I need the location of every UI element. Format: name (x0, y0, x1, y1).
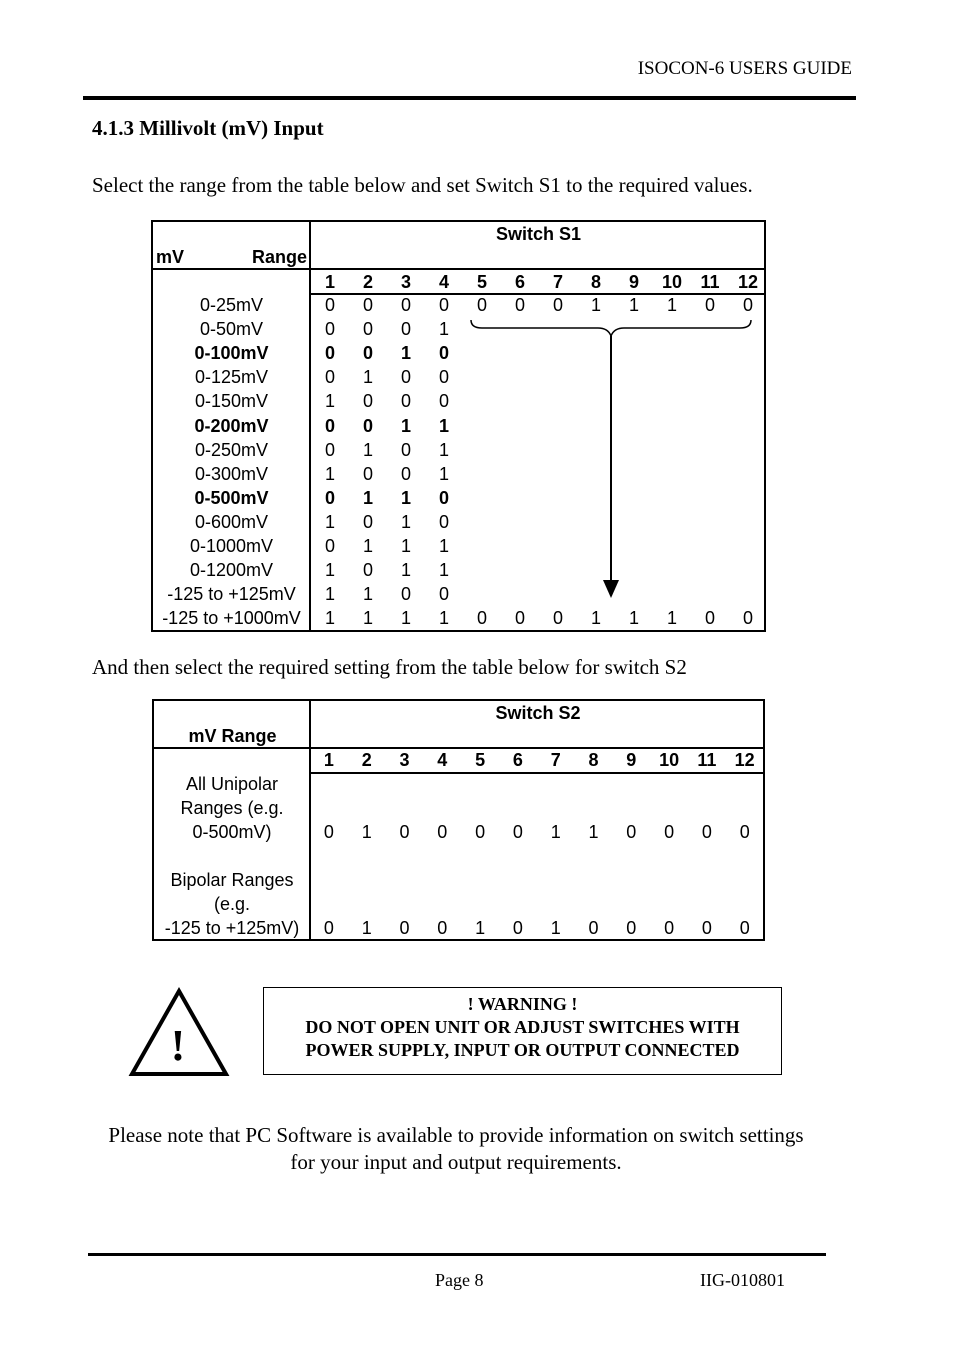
switch-value: 0 (399, 822, 410, 842)
switch-value: 1 (362, 487, 373, 508)
warning-title: ! WARNING ! (467, 994, 578, 1014)
switch-number: 9 (626, 750, 637, 770)
range-label: Ranges (e.g. (180, 798, 284, 818)
switch-value: 1 (400, 511, 411, 532)
warning-box (263, 987, 782, 1075)
intro-paragraph: Select the range from the table below and set Switch S1 to the required values. (92, 173, 753, 197)
switch-value: 0 (362, 415, 373, 436)
range-label: 0-50mV (199, 319, 264, 340)
switch-number: 4 (438, 272, 449, 292)
switch-value: 1 (438, 439, 449, 460)
switch-value: 1 (362, 584, 373, 605)
switch-value: 0 (664, 822, 675, 842)
switch-value: 1 (438, 608, 449, 629)
switch-value: 1 (438, 463, 449, 484)
switch-value: 0 (438, 487, 449, 508)
range-label: 0-200mV (194, 415, 269, 436)
document-id: IIG-010801 (700, 1270, 785, 1290)
switch-number: 10 (659, 750, 680, 770)
switch-value: 1 (324, 608, 335, 629)
range-label: 0-100mV (194, 343, 269, 364)
range-label: 0-25mV (199, 295, 264, 315)
switch-value: 1 (324, 511, 335, 532)
switch-number: 9 (628, 272, 639, 292)
range-label: 0-500mV) (192, 822, 272, 842)
switch-value: 0 (362, 560, 373, 581)
switch-value: 1 (324, 560, 335, 581)
switch-value: 1 (361, 822, 372, 842)
warning-triangle-icon (128, 986, 230, 1078)
switch-value: 0 (475, 822, 486, 842)
switch-value: 0 (552, 295, 563, 315)
switch-value: 0 (437, 918, 448, 938)
header-rule (310, 772, 763, 774)
range-label: 0-1000mV (189, 536, 274, 556)
page-number: Page 8 (435, 1270, 484, 1290)
switch-value: 0 (626, 918, 637, 938)
switch-number: 8 (588, 750, 599, 770)
switch-number: 4 (437, 750, 448, 770)
switch-value: 0 (704, 295, 715, 315)
switch-value: 0 (512, 822, 523, 842)
switch-number: 1 (324, 272, 335, 292)
switch-value: 1 (438, 415, 449, 436)
switch-value: 1 (400, 487, 411, 508)
switch-s2-table (152, 699, 765, 941)
switch-value: 0 (400, 295, 411, 315)
switch-value: 1 (324, 584, 335, 605)
range-label: 0-125mV (194, 367, 269, 388)
switch-value: 1 (400, 343, 411, 364)
switch-value: 0 (739, 918, 750, 938)
switch-value: 1 (362, 536, 373, 556)
switch-value: 0 (399, 918, 410, 938)
switch-value: 1 (438, 536, 449, 556)
switch-value: 0 (438, 584, 449, 605)
range-label: -125 to +125mV) (164, 918, 300, 938)
corner-mv-label: mV (156, 247, 185, 267)
switch-value: 1 (590, 608, 601, 629)
range-label: 0-500mV (194, 487, 269, 508)
switch-number: 1 (323, 750, 334, 770)
switch-value: 0 (437, 822, 448, 842)
range-label: 0-250mV (194, 439, 269, 460)
warning-line: DO NOT OPEN UNIT OR ADJUST SWITCHES WITH (305, 1017, 740, 1037)
switch-value: 0 (512, 918, 523, 938)
switch-value: 0 (742, 608, 753, 629)
switch-value: 0 (438, 343, 449, 364)
switch-value: 0 (438, 295, 449, 315)
switch-number: 3 (399, 750, 410, 770)
switch-value: 0 (438, 367, 449, 388)
switch-number: 3 (400, 272, 411, 292)
switch-number: 7 (552, 272, 563, 292)
switch-value: 1 (588, 822, 599, 842)
switch-number: 10 (661, 272, 683, 292)
table-title: Switch S1 (495, 224, 582, 244)
switch-value: 0 (701, 918, 712, 938)
switch-value: 0 (739, 822, 750, 842)
switch-value: 1 (362, 608, 373, 629)
switch-value: 0 (664, 918, 675, 938)
switch-number: 12 (734, 750, 755, 770)
switch-value: 0 (324, 343, 335, 364)
switch-value: 1 (628, 295, 639, 315)
switch-value: 0 (588, 918, 599, 938)
switch-value: 0 (400, 463, 411, 484)
switch-value: 0 (400, 367, 411, 388)
switch-value: 1 (400, 560, 411, 581)
corner-range-label: Range (251, 247, 307, 267)
switch-value: 1 (324, 463, 335, 484)
switch-value: 0 (323, 918, 334, 938)
switch-value: 0 (362, 391, 373, 412)
switch-value: 1 (628, 608, 639, 629)
switch-value: 1 (666, 608, 677, 629)
svg-text:!: ! (170, 1021, 186, 1070)
switch-value: 0 (514, 608, 525, 629)
switch-number: 5 (476, 272, 487, 292)
table-title: Switch S2 (495, 703, 581, 723)
header-title: ISOCON-6 USERS GUIDE (637, 58, 852, 79)
brace-arrow-icon (468, 318, 758, 608)
footer-rule (88, 1253, 826, 1256)
switch-number: 2 (361, 750, 372, 770)
software-note: Please note that PC Software is available to provide information on switch settings for your input and output requirements. (108, 1123, 804, 1174)
range-label: 0-600mV (194, 511, 269, 532)
switch-value: 0 (438, 511, 449, 532)
switch-value: 0 (324, 367, 335, 388)
switch-value: 0 (514, 295, 525, 315)
section-heading: 4.1.3 Millivolt (mV) Input (92, 116, 324, 140)
range-label: Bipolar Ranges (170, 870, 294, 890)
warning-line: POWER SUPPLY, INPUT OR OUTPUT CONNECTED (305, 1040, 740, 1060)
switch-s1-table (151, 220, 766, 632)
switch-value: 0 (324, 319, 335, 340)
switch-number: 6 (514, 272, 525, 292)
range-label: (e.g. (213, 894, 251, 914)
switch-value: 1 (362, 367, 373, 388)
switch-number: 8 (590, 272, 601, 292)
range-label: 0-1200mV (189, 560, 274, 581)
switch-value: 0 (400, 319, 411, 340)
switch-value: 0 (742, 295, 753, 315)
range-label: 0-150mV (194, 391, 269, 412)
switch-value: 0 (324, 439, 335, 460)
switch-value: 0 (324, 415, 335, 436)
switch-value: 0 (552, 608, 563, 629)
switch-value: 0 (704, 608, 715, 629)
switch-value: 0 (324, 295, 335, 315)
switch-value: 0 (362, 463, 373, 484)
switch-value: 1 (475, 918, 486, 938)
switch-number: 7 (550, 750, 561, 770)
switch-number: 6 (512, 750, 523, 770)
switch-value: 1 (400, 536, 411, 556)
switch-number: 11 (700, 272, 720, 292)
switch-value: 0 (476, 608, 487, 629)
switch-value: 1 (438, 319, 449, 340)
switch-value: 0 (362, 295, 373, 315)
switch-value: 0 (626, 822, 637, 842)
corner-mv-range-label: mV Range (188, 726, 277, 746)
s2-intro-paragraph: And then select the required setting from the table below for switch S2 (92, 655, 687, 679)
range-label: All Unipolar (185, 774, 279, 794)
switch-value: 1 (550, 822, 561, 842)
switch-value: 0 (362, 343, 373, 364)
switch-value: 0 (362, 511, 373, 532)
switch-number: 2 (362, 272, 373, 292)
switch-value: 0 (362, 319, 373, 340)
switch-value: 1 (438, 560, 449, 581)
switch-value: 0 (438, 391, 449, 412)
switch-value: 0 (400, 439, 411, 460)
range-label: -125 to +125mV (167, 584, 296, 605)
switch-value: 1 (362, 439, 373, 460)
switch-value: 0 (400, 584, 411, 605)
switch-value: 0 (476, 295, 487, 315)
switch-value: 1 (590, 295, 601, 315)
switch-number: 11 (697, 750, 717, 770)
switch-value: 0 (323, 822, 334, 842)
switch-value: 0 (324, 536, 335, 556)
switch-value: 0 (324, 487, 335, 508)
header-rule (83, 96, 856, 100)
switch-value: 1 (400, 608, 411, 629)
switch-value: 1 (666, 295, 677, 315)
switch-number: 12 (737, 272, 759, 292)
switch-number: 5 (475, 750, 486, 770)
range-label: 0-300mV (194, 463, 269, 484)
switch-value: 0 (400, 391, 411, 412)
switch-value: 1 (400, 415, 411, 436)
switch-value: 1 (324, 391, 335, 412)
switch-value: 0 (701, 822, 712, 842)
switch-value: 1 (361, 918, 372, 938)
range-label: -125 to +1000mV (162, 608, 301, 629)
switch-value: 1 (550, 918, 561, 938)
